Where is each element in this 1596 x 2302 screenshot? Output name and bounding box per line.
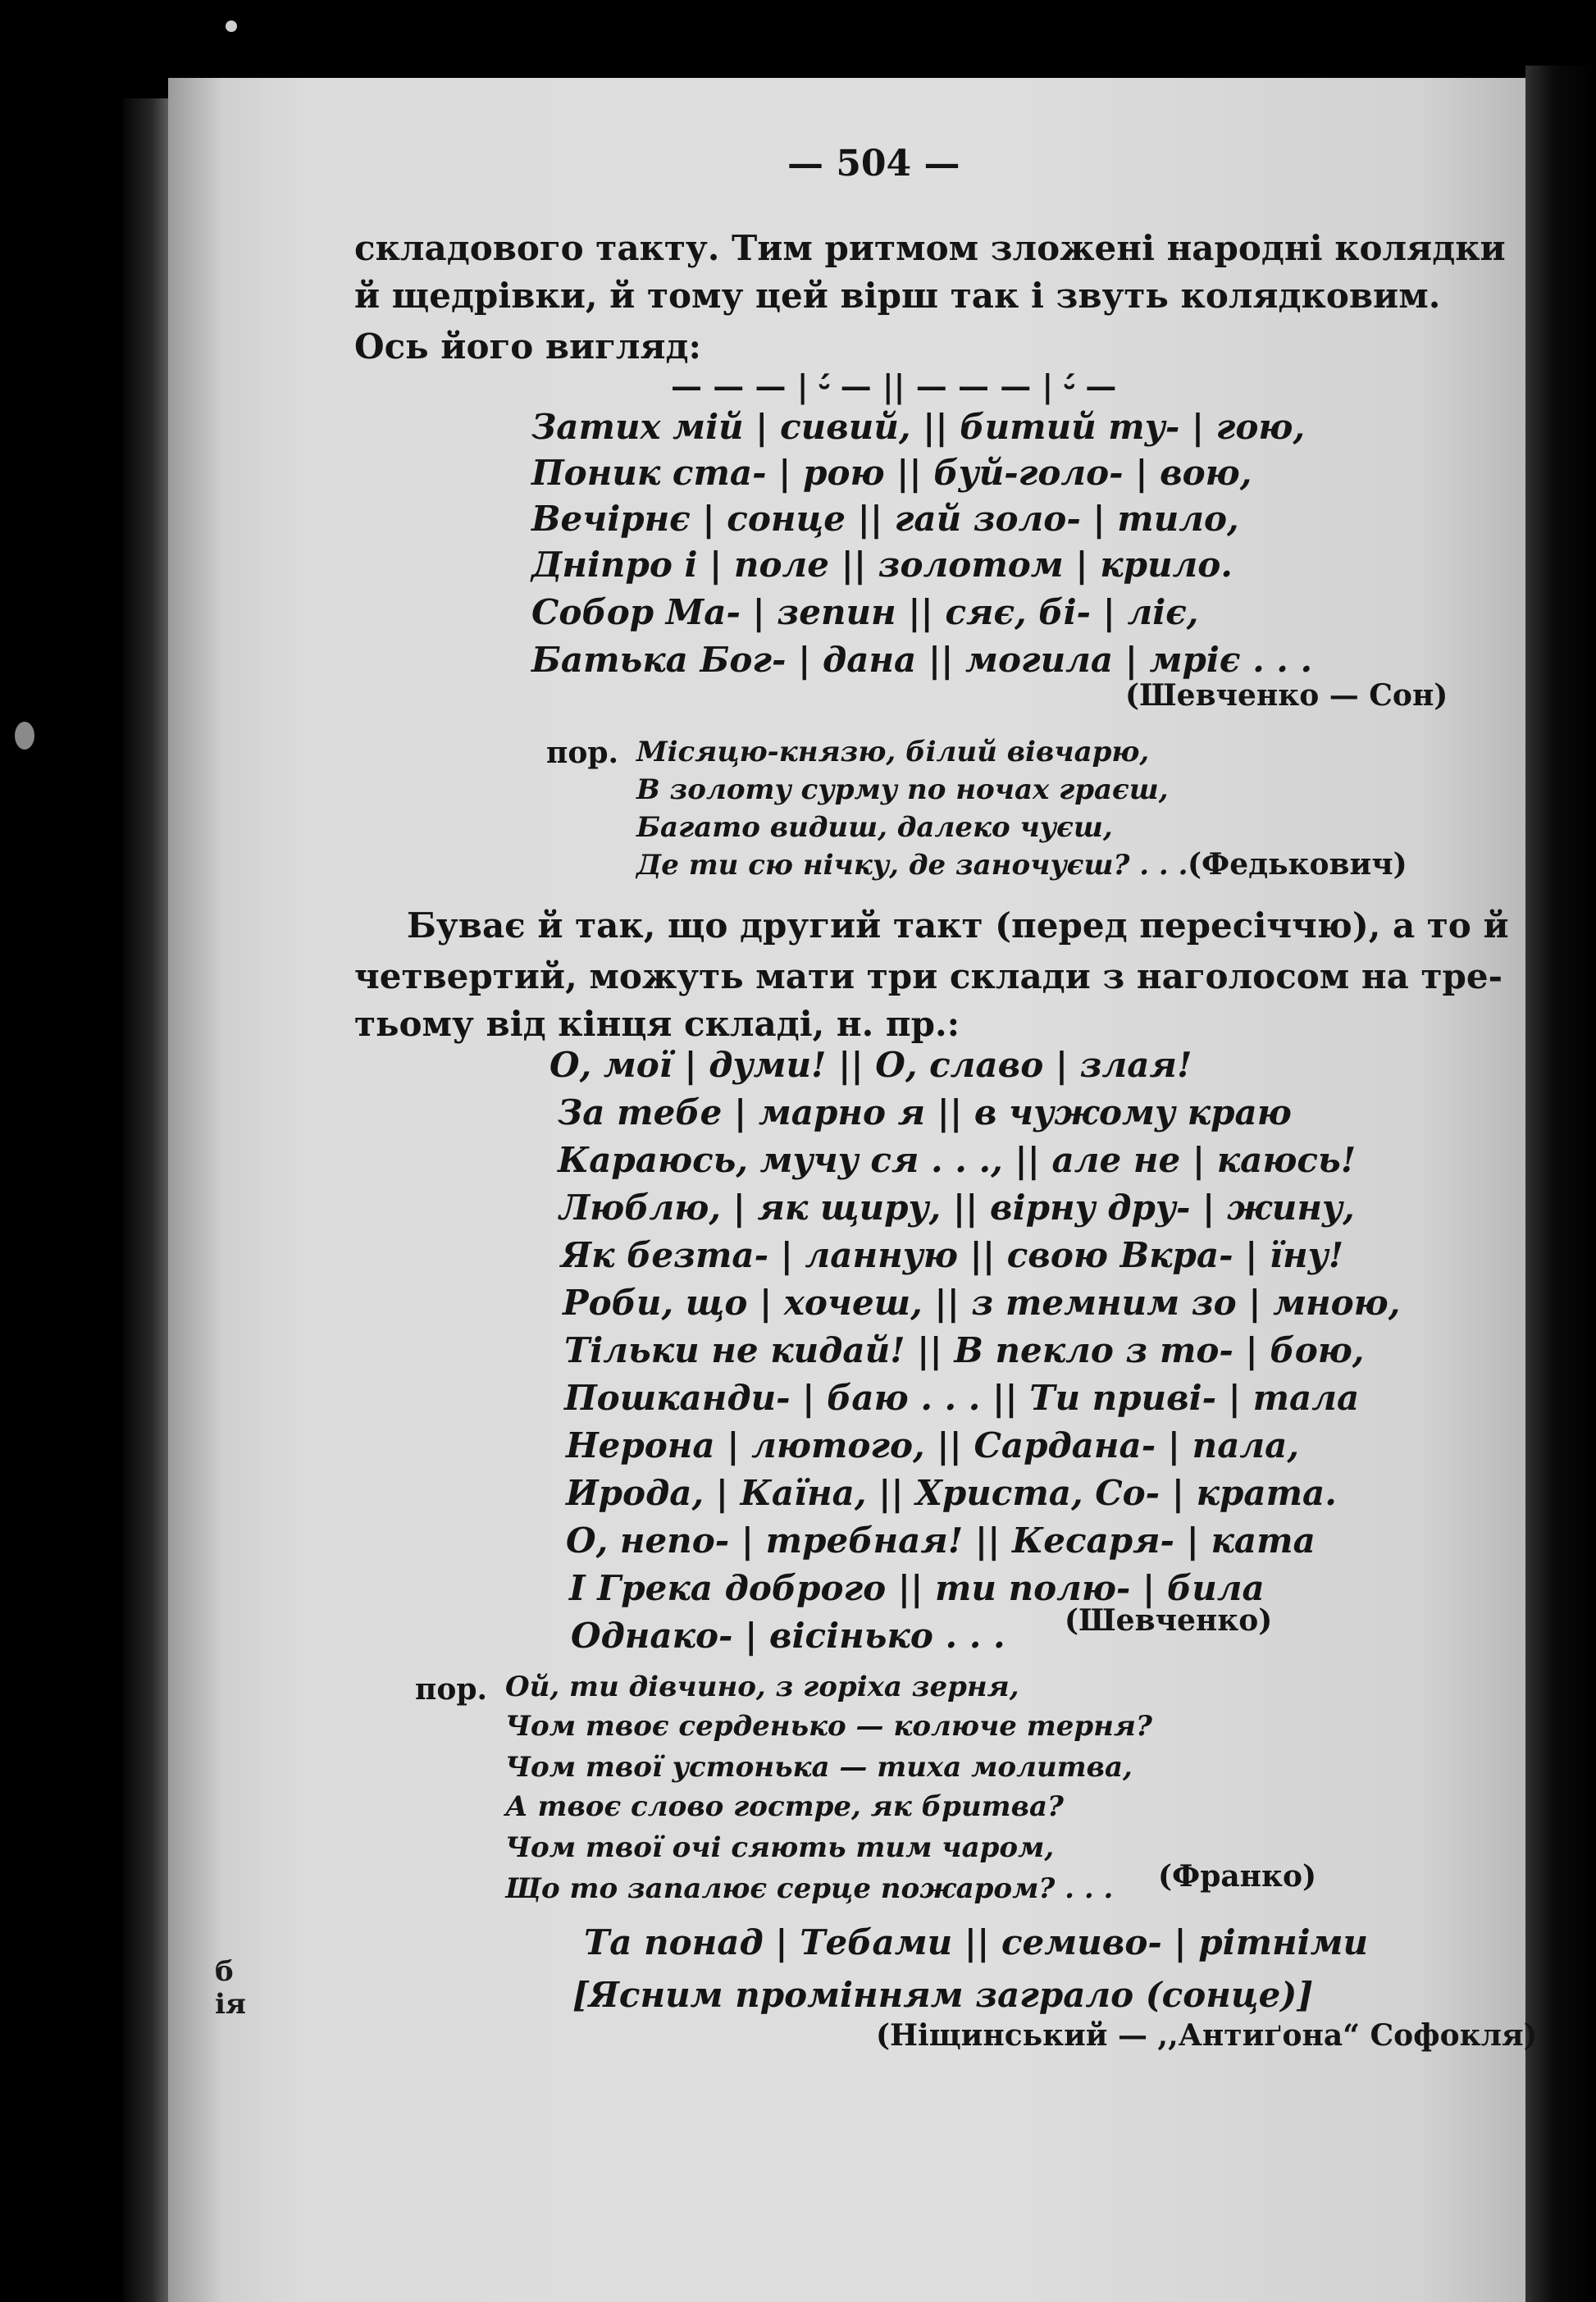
paragraph-line: четвертий, можуть мати три склади з наголосом на тре-	[354, 956, 1503, 996]
verse-line: Місяцю-князю, білий вівчарю,	[636, 736, 1150, 768]
verse-line: Що то запалює серце пожаром? . . .	[505, 1872, 1114, 1905]
verse-attribution: (Шевченко — Сон)	[1125, 678, 1448, 713]
verse-line: Однако- | вісінько . . .	[571, 1616, 1005, 1656]
verse-line: Нерона | лютого, || Сардана- | пала,	[566, 1425, 1299, 1466]
verse-line: Ирода, | Каїна, || Христа, Со- | крата.	[566, 1473, 1337, 1513]
verse-line: Поник ста- | рою || буй-голо- | вою,	[531, 453, 1252, 493]
verse-line: Чом твоє серденько — колюче терня?	[505, 1710, 1152, 1743]
verse-line: Затих мій | сивий, || битий ту- | гою,	[531, 407, 1306, 447]
scan-dust-spot	[226, 21, 237, 32]
margin-mark: ія	[215, 1988, 247, 2021]
verse-attribution: (Франко)	[1158, 1859, 1317, 1894]
metrical-scheme: — — — | ⏑́ — || — — — | ⏑́ —	[671, 367, 1117, 404]
verse-attribution: (Федькович)	[1188, 847, 1407, 882]
verse-line: За тебе | марно я || в чужому краю	[558, 1092, 1292, 1133]
verse-line: Та понад | Тебами || семиво- | рітніми	[584, 1922, 1369, 1962]
verse-line: Роби, що | хочеш, || з темним зо | мною,	[563, 1283, 1401, 1323]
page-number: — 504 —	[787, 143, 960, 185]
verse-line: Ой, ти дівчино, з горіха зерня,	[505, 1671, 1019, 1703]
verse-line: Чом твої устонька — тиха молитва,	[505, 1751, 1133, 1784]
verse-line: Люблю, | як щиру, || вірну дру- | жину,	[559, 1187, 1355, 1228]
verse-line: О, непо- | требная! || Кесаря- | ката	[566, 1520, 1316, 1561]
verse-line: О, мої | думи! || О, славо | злая!	[549, 1045, 1192, 1085]
verse-line: А твоє слово гостре, як бритва?	[505, 1790, 1064, 1823]
verse-line: Чом твої очі сяють тим чаром,	[505, 1831, 1055, 1864]
compare-label: пор.	[415, 1672, 488, 1707]
verse-line: [Ясним промінням заграло (сонце)]	[572, 1975, 1314, 2015]
paragraph-line: тьому від кінця складі, н. пр.:	[354, 1004, 960, 1044]
verse-line: Батька Бог- | дана || могила | мріє . . .	[531, 640, 1313, 680]
verse-attribution: (Шевченко)	[1065, 1603, 1273, 1638]
verse-attribution: (Ніщинський — ,,Антиґона“ Софокля)	[876, 2018, 1538, 2053]
margin-mark: б	[215, 1955, 234, 1988]
scan-dust-spot	[15, 722, 34, 750]
binding-shadow	[1525, 66, 1596, 2302]
verse-line: Пошканди- | баю . . . || Ти приві- | тала	[564, 1378, 1360, 1418]
paragraph-line: й щедрівки, й тому цей вірш так і звуть колядковим.	[354, 276, 1441, 316]
paragraph-line: Ось його вигляд:	[354, 326, 702, 367]
verse-line: Караюсь, мучу ся . . ., || але не | каюсь!	[558, 1140, 1357, 1180]
paragraph-line: Буває й так, що другий такт (перед пересіччю), а то й	[407, 905, 1509, 946]
verse-line: Як безта- | ланную || свою Вкра- | їну!	[561, 1235, 1344, 1275]
verse-line: Тільки не кидай! || В пекло з то- | бою,	[564, 1330, 1365, 1370]
verse-line: Де ти сю нічку, де заночуєш? . . .	[636, 849, 1188, 882]
previous-page-edge	[123, 98, 172, 2302]
verse-line: Дніпро і | поле || золотом | крило.	[531, 545, 1233, 585]
verse-line: В золоту сурму по ночах граєш,	[636, 773, 1169, 806]
verse-line: Вечірнє | сонце || гай золо- | тило,	[531, 499, 1239, 539]
verse-line: Багато видиш, далеко чуєш,	[636, 811, 1113, 844]
compare-label: пор.	[546, 736, 619, 770]
verse-line: І Грека доброго || ти полю- | била	[569, 1568, 1265, 1608]
verse-line: Собор Ма- | зепин || сяє, бі- | ліє,	[531, 592, 1199, 632]
paragraph-line: складового такту. Тим ритмом зложені народні колядки	[354, 228, 1506, 268]
